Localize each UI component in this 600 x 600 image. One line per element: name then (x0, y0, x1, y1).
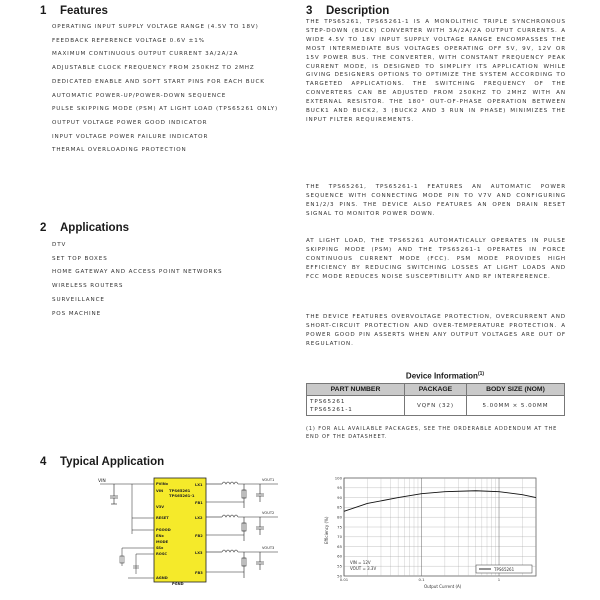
header-body-size: BODY SIZE (NOM) (466, 384, 564, 396)
pin-label: PVINx (156, 482, 169, 486)
feature-item: OPERATING INPUT SUPPLY VOLTAGE RANGE (4.5V TO 18V) (52, 24, 259, 30)
y-tick-label: 55 (337, 563, 342, 569)
features-list (52, 23, 287, 160)
pin-label: VIN (156, 489, 164, 493)
y-tick-label: 95 (337, 485, 342, 491)
vin-label: VIN (98, 479, 106, 484)
y-tick-label: 75 (337, 524, 342, 530)
header-package: PACKAGE (405, 384, 467, 396)
header-part-number: PART NUMBER (307, 384, 405, 396)
feature-item: ADJUSTABLE CLOCK FREQUENCY FROM 250KHZ TO 2MHZ (52, 65, 255, 72)
pin-label: ENx (156, 534, 164, 538)
device-info-footnote: (1) FOR ALL AVAILABLE PACKAGES, SEE THE ORDERABLE ADDENDUM AT THE END OF THE DATASHEET. (306, 426, 558, 440)
pin-label: FB2 (195, 534, 203, 538)
x-axis-label: Output Current (A) (424, 584, 462, 589)
pin-label: LX3 (195, 551, 203, 555)
y-tick-label: 90 (337, 494, 342, 500)
pin-label: RESET (156, 516, 169, 520)
vout-label: VOUT2 (262, 511, 275, 515)
y-tick-labels (335, 475, 343, 578)
y-tick-label: 60 (337, 553, 342, 559)
table-row (307, 396, 565, 416)
pin-label: FB1 (195, 501, 203, 505)
application-schematic (92, 474, 282, 586)
pin-label: V3V (156, 505, 165, 509)
applications-heading: 2 Applications (40, 222, 130, 234)
applications-list (52, 241, 287, 323)
chip-name-variant: TPS65261-1 (169, 493, 195, 498)
cell-body-size: 5.00MM × 5.00MM (466, 396, 564, 416)
description-paragraph: THE TPS65261, TPS65261-1 FEATURES AN AUTOMATIC POWER SEQUENCE WITH CONNECTING MODE PIN TO V7V AND CONFIGURING EN1/2/3 PINS. THE DEVICE ALSO FEATURES AN OPEN DRAIN RESET SIGNAL TO MONITOR POWER DOWN. (306, 184, 566, 217)
features-heading: 1 Features (40, 5, 108, 17)
pin-label: SSx (156, 546, 164, 550)
feature-item: OUTPUT VOLTAGE POWER GOOD INDICATOR (52, 119, 208, 126)
pin-label: LX1 (195, 483, 203, 487)
cell-part-number: TPS65261 TPS65261-1 (307, 396, 405, 416)
cell-package: VQFN (32) (405, 396, 467, 416)
y-tick-label: 50 (337, 573, 342, 579)
application-item: POS MACHINE (52, 310, 102, 317)
x-tick-labels (340, 577, 501, 582)
table-header-row (307, 384, 565, 396)
description-paragraph: THE DEVICE FEATURES OVERVOLTAGE PROTECTION, OVERCURRENT AND SHORT-CIRCUIT PROTECTION AND OVER-TEMPERATURE PROTECTION. A POWER GOOD PIN ASSERTS WHEN ANY OUTPUT VOLTAGES ARE OUT OF REGULATION. (306, 314, 566, 347)
device-info-title: Device Information$^{(1)}$ (405, 371, 485, 381)
condition-vin: VIN = 12V (350, 560, 371, 565)
typical-application-heading: 4 Typical Application (40, 456, 165, 468)
pgnd-label: PGND (172, 582, 184, 586)
feature-item: THERMAL OVERLOADING PROTECTION (52, 147, 187, 154)
feature-item: INPUT VOLTAGE POWER FAILURE INDICATOR (52, 133, 209, 140)
y-tick-label: 85 (337, 504, 342, 510)
y-tick-label: 100 (334, 475, 342, 481)
feature-item: FEEDBACK REFERENCE VOLTAGE 0.6V ±1% (52, 37, 205, 44)
y-tick-label: 80 (337, 514, 342, 520)
application-item: WIRELESS ROUTERS (52, 283, 124, 290)
chip-name: TPS65261 (169, 488, 191, 493)
y-tick-label: 65 (337, 543, 342, 549)
description-paragraph: THE TPS65261, TPS65261-1 IS A MONOLITHIC TRIPLE SYNCHRONOUS STEP-DOWN (BUCK) CONVERTER WITH 3A/2A/2A OUTPUT CURRENTS. A WIDE 4.5V TO 18V INPUT SUPPLY VOLTAGE RANGE ENCOMPASSES THE MOST INTERMEDIATE BUS VOLTAGES OPERATING OFF 5V, 9V, 12V OR 15V POWER BUS. THE CONVERTER, WITH CONSTANT FREQUENCY PEAK CURRENT MODE, IS DESIGNED TO SIMPLIFY ITS APPLICATION WHILE GIVING DESIGNERS OPTIONS TO OPTIMIZE THE SYSTEM ACCORDING TO TARGETED APPLICATIONS. THE SWITCHING FREQUENCY OF THE CONVERTERS CAN BE ADJUSTED FROM 250KHZ TO 2MHZ WITH AN EXTERNAL RESISTOR. THE 180° OUT-OF-PHASE OPERATION BETWEEN BUCK1 AND BUCK2, 3 (BUCK2 AND 3 RUN IN PHASE) MINIMIZES THE INPUT FILTER REQUIREMENTS. (306, 19, 566, 123)
feature-item: MAXIMUM CONTINUOUS OUTPUT CURRENT 3A/2A/2A (52, 51, 239, 58)
output-stage-1 (206, 482, 278, 508)
feature-item: AUTOMATIC POWER-UP/POWER-DOWN SEQUENCE (52, 92, 227, 99)
pin-label: PGOOD (156, 528, 171, 532)
feature-item: PULSE SKIPPING MODE (PSM) AT LIGHT LOAD (TPS65261 ONLY) (52, 106, 279, 113)
x-tick-label: 0.01 (339, 577, 349, 582)
feature-item: DEDICATED ENABLE AND SOFT START PINS FOR EACH BUCK (52, 78, 265, 85)
efficiency-chart (316, 474, 542, 590)
output-stage-3 (206, 550, 278, 578)
vout-label: VOUT3 (262, 546, 275, 550)
output-stage-2 (206, 515, 278, 541)
legend-label: TPS65261 (494, 567, 515, 572)
application-item: HOME GATEWAY AND ACCESS POINT NETWORKS (52, 269, 223, 276)
description-heading: 3 Description (306, 5, 390, 17)
pin-label: ROSC (156, 552, 168, 556)
x-tick-label: 0.1 (418, 577, 425, 582)
vout-label: VOUT1 (262, 478, 275, 482)
application-item: DTV (52, 242, 67, 248)
device-info-table (306, 383, 565, 416)
pin-label: LX2 (195, 516, 203, 520)
application-item: SURVEILLANCE (52, 296, 105, 303)
application-item: SET TOP BOXES (52, 255, 108, 262)
y-axis-label: Efficiency (%) (324, 516, 329, 544)
x-tick-label: 1 (497, 577, 501, 582)
description-paragraph: AT LIGHT LOAD, THE TPS65261 AUTOMATICALLY OPERATES IN PULSE SKIPPING MODE (PSM) AND THE TPS65261-1 OPERATES IN FORCE CONTINUOUS CURRENT MODE (FCC). PSM MODE PROVIDES HIGH EFFICIENCY BY REDUCING SWITCHING LOSSES AT LIGHT LOADS AND FCC MODE REDUCES NOISE SUSCEPTIBILITY AND RF INTERFERENCE. (306, 238, 566, 280)
pin-label: FB3 (195, 571, 203, 575)
pin-label: MODE (156, 540, 169, 544)
pin-label: AGND (156, 576, 168, 580)
condition-vout: VOUT = 3.3V (350, 566, 377, 571)
y-tick-label: 70 (337, 534, 342, 540)
